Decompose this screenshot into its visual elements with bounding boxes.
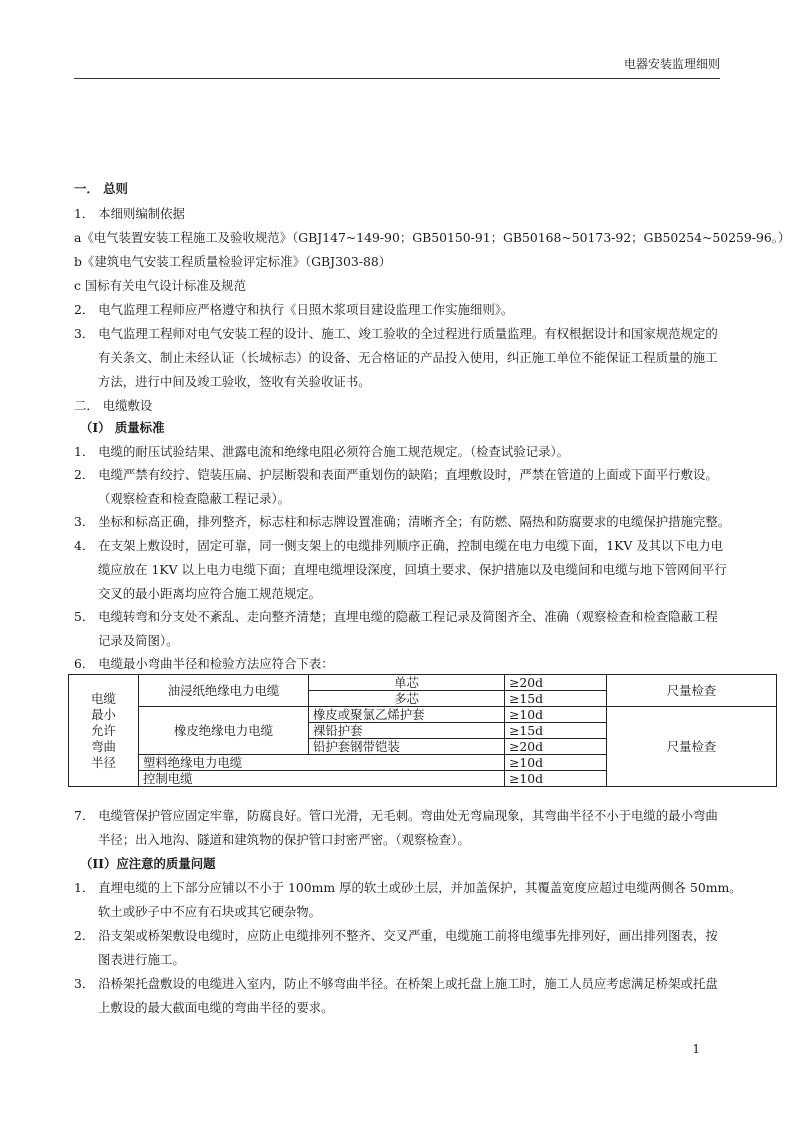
issue-1-line-1: 1． 直埋电缆的上下部分应铺以不小于 100mm 厚的软土或砂土层，并加盖保护，其覆盖宽度应超过电缆两侧各 50mm。 bbox=[74, 880, 742, 895]
cell-lead-steel-armor: 铅护套钢带铠装 bbox=[309, 739, 505, 755]
section-1-heading: 一． 总则 bbox=[74, 181, 128, 196]
standard-item-7-line-1: 7． 电缆管保护管应固定牢靠，防腐良好。管口光滑，无毛刺。弯曲处无弯扁现象，其弯曲半径不小于电缆的最小弯曲 bbox=[74, 808, 718, 823]
standard-item-2-line-1: 2． 电缆严禁有绞拧、铠装压扁、护层断裂和表面严重划伤的缺陷；直埋敷设时，严禁在管道的上面或下面平行敷设。 bbox=[74, 467, 718, 482]
cell-rubber-sheath: 橡皮或聚氯乙烯护套 bbox=[309, 707, 505, 723]
section-1-item-3-line-3: 方法，进行中间及竣工验收，签收有关验收证书。 bbox=[98, 374, 371, 389]
cell-rubber-cable: 橡皮绝缘电力电缆 bbox=[139, 707, 309, 755]
cell-single-core-value: ≥20d bbox=[505, 675, 607, 691]
cell-multi-core: 多芯 bbox=[309, 691, 505, 707]
issue-1-line-2: 软土或砂子中不应有石块或其它硬杂物。 bbox=[98, 904, 322, 919]
section-1-item-1: 1． 本细则编制依据 bbox=[74, 206, 185, 221]
standard-item-4-line-3: 交叉的最小距离均应符合施工规范规定。 bbox=[98, 586, 322, 601]
bend-radius-table bbox=[68, 674, 777, 787]
table-row-header: 电缆 最小 允许 弯曲 半径 bbox=[69, 675, 139, 787]
section-2-heading: 二． 电缆敷设 bbox=[74, 398, 153, 413]
cell-multi-core-value: ≥15d bbox=[505, 691, 607, 707]
cell-plastic-cable: 塑料绝缘电力电缆 bbox=[139, 755, 505, 771]
subsection-quality-issues: （II）应注意的质量问题 bbox=[80, 856, 216, 871]
standard-item-4-line-1: 4． 在支架上敷设时，固定可靠，同一侧支架上的电缆排列顺序正确，控制电缆在电力电缆下面，1KV 及其以下电力电 bbox=[74, 538, 723, 553]
section-1-item-3-line-2: 有关条文、制止未经认证（长城标志）的设备、无合格证的产品投入使用，纠正施工单位不能保证工程质量的施工 bbox=[98, 350, 718, 365]
cell-control-cable-value: ≥10d bbox=[505, 771, 607, 787]
page-header bbox=[74, 56, 720, 79]
cell-control-cable: 控制电缆 bbox=[139, 771, 505, 787]
cell-single-core: 单芯 bbox=[309, 675, 505, 691]
cell-method-2: 尺量检查 bbox=[607, 707, 777, 787]
reference-c: c 国标有关电气设计标准及规范 bbox=[74, 278, 246, 293]
standard-item-5-line-2: 记录及简图）。 bbox=[98, 633, 179, 648]
cell-bare-lead-value: ≥15d bbox=[505, 723, 607, 739]
standard-item-1: 1． 电缆的耐压试验结果、泄露电流和绝缘电阻必须符合施工规范规定。（检查试验记录）。 bbox=[74, 444, 570, 459]
reference-a: a《电气装置安装工程施工及验收规范》（GBJ147~149-90；GB50150-91；GB50168~50173-92；GB50254~50259-96。） bbox=[74, 230, 791, 245]
standard-item-3: 3． 坐标和标高正确，排列整齐，标志柱和标志牌设置准确；清晰齐全；有防燃、隔热和防腐要求的电缆保护措施完整。 bbox=[74, 514, 731, 529]
issue-3-line-1: 3． 沿桥架托盘敷设的电缆进入室内，防止不够弯曲半径。在桥架上或托盘上施工时，施工人员应考虑满足桥架或托盘 bbox=[74, 976, 718, 991]
standard-item-2-line-2: （观察检查和检查隐蔽工程记录）。 bbox=[98, 491, 291, 506]
standard-item-4-line-2: 缆应放在 1KV 以上电力电缆下面；直埋电缆埋设深度，回填土要求、保护措施以及电缆间和电缆与地下管网间平行 bbox=[98, 562, 727, 577]
cell-rubber-sheath-value: ≥10d bbox=[505, 707, 607, 723]
cell-method-1: 尺量检查 bbox=[607, 675, 777, 707]
section-1-item-2: 2． 电气监理工程师应严格遵守和执行《日照木浆项目建设监理工作实施细则》。 bbox=[74, 302, 514, 317]
issue-2-line-1: 2． 沿支架或桥架敷设电缆时，应防止电缆排列不整齐、交叉严重，电缆施工前将电缆事先排列好，画出排列图表，按 bbox=[74, 928, 718, 943]
reference-b: b《建筑电气安装工程质量检验评定标准》（GBJ303-88） bbox=[74, 254, 392, 269]
cell-lead-steel-armor-value: ≥20d bbox=[505, 739, 607, 755]
standard-item-7-line-2: 半径；出入地沟、隧道和建筑物的保护管口封密严密。（观察检查）。 bbox=[98, 832, 470, 847]
issue-3-line-2: 上敷设的最大截面电缆的弯曲半径的要求。 bbox=[98, 1000, 334, 1015]
header-title: 电器安装监理细则 bbox=[623, 57, 720, 71]
cell-plastic-cable-value: ≥10d bbox=[505, 755, 607, 771]
page-number: 1 bbox=[692, 1042, 700, 1056]
section-1-item-3-line-1: 3． 电气监理工程师对电气安装工程的设计、施工、竣工验收的全过程进行质量监理。有权根据设计和国家规范规定的 bbox=[74, 326, 718, 341]
cell-oil-paper-cable: 油浸纸绝缘电力电缆 bbox=[139, 675, 309, 707]
standard-item-5-line-1: 5． 电缆转弯和分支处不紊乱、走向整齐清楚；直埋电缆的隐蔽工程记录及简图齐全、准确（观察检查和检查隐蔽工程 bbox=[74, 609, 718, 624]
cell-bare-lead: 裸铅护套 bbox=[309, 723, 505, 739]
subsection-quality-standard: （I） 质量标准 bbox=[80, 420, 165, 435]
standard-item-6: 6． 电缆最小弯曲半径和检验方法应符合下表： bbox=[74, 656, 334, 671]
issue-2-line-2: 图表进行施工。 bbox=[98, 952, 185, 967]
